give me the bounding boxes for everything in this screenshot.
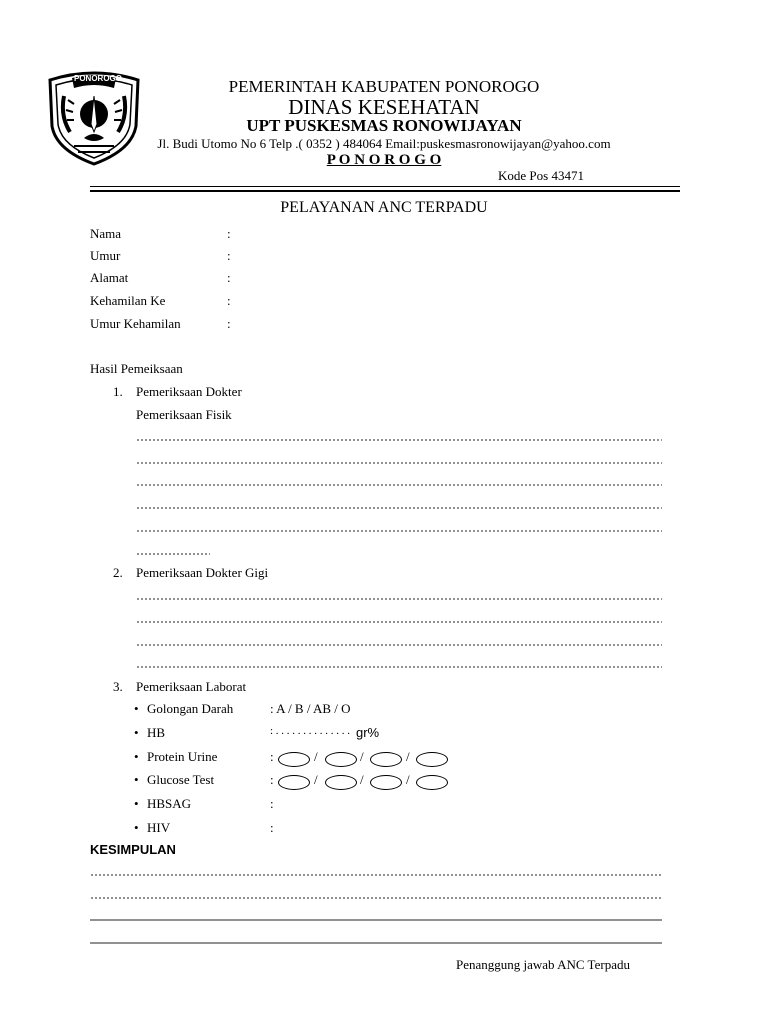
section-2-number: 2.	[113, 565, 123, 580]
physical-exam-line	[136, 484, 662, 486]
field-colon-kehamilan-ke: :	[227, 293, 231, 308]
physical-exam-line	[136, 462, 662, 464]
section-3-title: Pemeriksaan Laborat	[136, 679, 247, 694]
oval-separator: /	[360, 772, 364, 787]
oval-separator: /	[314, 772, 318, 787]
oval-separator: /	[406, 749, 410, 764]
lab-colon-glucose-test: :	[270, 772, 274, 787]
oval-separator: /	[406, 772, 410, 787]
letterhead-rule-thick	[90, 190, 680, 192]
protein-urine-checkbox[interactable]	[325, 752, 357, 767]
results-heading: Hasil Pemeiksaan	[90, 361, 183, 376]
letterhead-city: P O N O R O G O	[326, 152, 442, 168]
form-title: PELAYANAN ANC TERPADU	[280, 199, 488, 216]
lab-label-hiv: • HIV	[147, 820, 170, 836]
conclusion-line	[90, 942, 662, 944]
glucose-test-checkbox[interactable]	[325, 775, 357, 790]
physical-exam-line	[136, 530, 662, 532]
section-3-number: 3.	[113, 679, 123, 694]
glucose-test-checkbox[interactable]	[370, 775, 402, 790]
field-label-nama: Nama	[90, 226, 122, 241]
lab-value-blood-type: : A / B / AB / O	[270, 701, 351, 716]
letterhead-rule	[90, 186, 680, 187]
conclusion-line	[90, 897, 662, 899]
letterhead-address: Jl. Budi Utomo No 6 Telp .( 0352 ) 484064 Email:puskesmasronowijayan@yahoo.com	[157, 136, 611, 151]
logo-lettering: PONOROGO	[74, 74, 123, 83]
field-label-umur: Umur	[90, 248, 121, 263]
conclusion-line	[90, 919, 662, 921]
conclusion-line	[90, 874, 662, 876]
section-1-title: Pemeriksaan Dokter	[136, 384, 242, 399]
protein-urine-checkbox[interactable]	[278, 752, 310, 767]
protein-urine-checkbox[interactable]	[370, 752, 402, 767]
field-colon-umur-kehamilan: :	[227, 316, 231, 331]
physical-exam-line	[136, 507, 662, 509]
lab-label-protein-urine: • Protein Urine	[147, 749, 217, 765]
dental-exam-line	[136, 598, 662, 600]
lab-colon-hiv: :	[270, 820, 274, 835]
lab-unit-hb: gr%	[356, 725, 380, 740]
dental-exam-line	[136, 644, 662, 646]
letterhead-postal-code: Kode Pos 43471	[498, 168, 584, 183]
glucose-test-checkbox[interactable]	[416, 775, 448, 790]
field-colon-alamat: :	[227, 270, 231, 285]
lab-label-hb: • HB	[147, 725, 165, 741]
field-label-kehamilan-ke: Kehamilan Ke	[90, 293, 166, 308]
letterhead-office: UPT PUSKESMAS RONOWIJAYAN	[246, 116, 522, 135]
lab-colon-protein-urine: :	[270, 749, 274, 764]
dental-exam-line	[136, 621, 662, 623]
dental-exam-line	[136, 666, 662, 668]
protein-urine-checkbox[interactable]	[416, 752, 448, 767]
section-2-title: Pemeriksaan Dokter Gigi	[136, 565, 269, 580]
field-colon-nama: :	[227, 226, 231, 241]
oval-separator: /	[360, 749, 364, 764]
field-label-umur-kehamilan: Umur Kehamilan	[90, 316, 181, 331]
lab-label-blood-type: • Golongan Darah	[147, 701, 233, 717]
lab-value-hb: : . . . . . . . . . . . . . .	[270, 725, 351, 737]
letterhead-agency: DINAS KESEHATAN	[288, 95, 480, 119]
physical-exam-line-end	[136, 553, 210, 555]
oval-separator: /	[314, 749, 318, 764]
section-1-number: 1.	[113, 384, 123, 399]
letterhead-government: PEMERINTAH KABUPATEN PONOROGO	[228, 77, 540, 96]
physical-exam-line	[136, 439, 662, 441]
signature-label: Penanggung jawab ANC Terpadu	[456, 957, 630, 972]
field-colon-umur: :	[227, 248, 231, 263]
glucose-test-checkbox[interactable]	[278, 775, 310, 790]
field-label-alamat: Alamat	[90, 270, 129, 285]
section-1-subtitle: Pemeriksaan Fisik	[136, 407, 232, 422]
lab-label-hbsag: • HBSAG	[147, 796, 191, 812]
lab-colon-hbsag: :	[270, 796, 274, 811]
conclusion-heading: KESIMPULAN	[90, 842, 176, 857]
lab-label-glucose-test: • Glucose Test	[147, 772, 214, 788]
